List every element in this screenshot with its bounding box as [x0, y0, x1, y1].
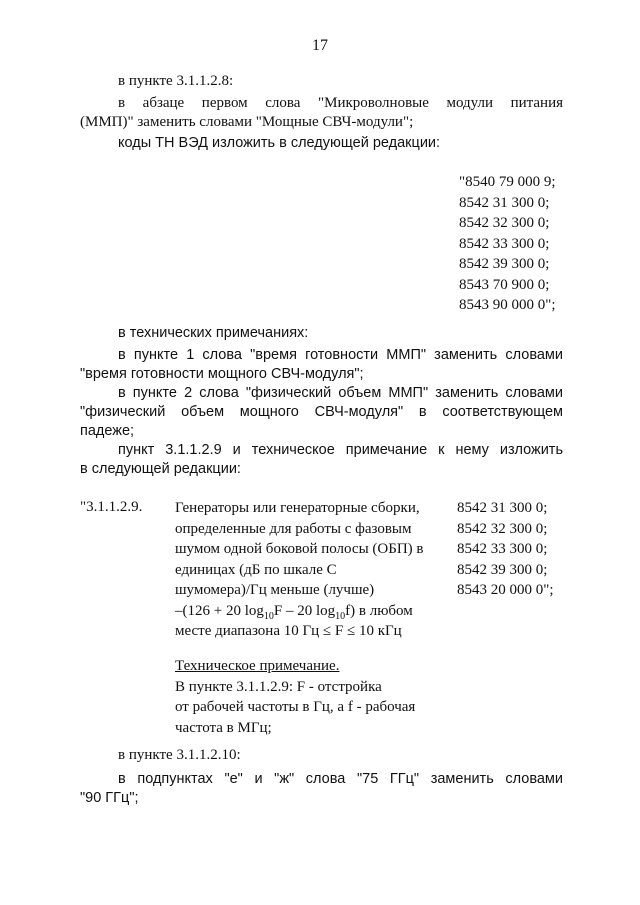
paragraph-replace-words	[80, 94, 563, 132]
note-line: В пункте 3.1.1.2.9: F - отстройка	[175, 678, 382, 695]
range-line: месте диапазона 10 Гц ≤ F ≤ 10 кГц	[175, 623, 402, 639]
paragraph-replace-item	[80, 441, 563, 479]
item-number: "3.1.1.2.9.	[80, 499, 143, 515]
text-line: "90 ГГц";	[80, 790, 139, 806]
text-line: в пункте 1 слова "время готовности ММП" заменить словами	[118, 347, 563, 363]
text-line: в абзаце первом слова "Микроволновые модули питания	[118, 95, 563, 111]
item-code-list	[457, 498, 554, 601]
paragraph-note-2	[80, 384, 563, 441]
code-item: 8542 33 300 0;	[457, 541, 548, 557]
text-line: пункт 3.1.1.2.9 и техническое примечание к нему изложить	[118, 442, 563, 458]
code-item: 8542 33 300 0;	[459, 235, 550, 252]
code-item: 8542 32 300 0;	[459, 215, 550, 231]
paragraph-heading-3-1-1-2-8: в пункте 3.1.1.2.8:	[118, 73, 234, 89]
formula-middle: F – 20 log	[273, 602, 336, 619]
code-item: 8542 32 300 0;	[457, 520, 548, 537]
formula-line	[175, 601, 424, 622]
note-line: частота в МГц;	[175, 719, 272, 736]
code-item: 8543 20 000 0";	[457, 582, 554, 598]
note-title: Техническое примечание.	[175, 658, 340, 674]
text-line: "время готовности мощного СВЧ-модуля";	[80, 366, 364, 382]
formula-subscript: 10	[335, 610, 346, 622]
text-line: падеже;	[80, 423, 135, 439]
item-line: шумом одной боковой полосы (ОБП) в	[175, 541, 424, 557]
text-line: в следующей редакции:	[80, 461, 241, 477]
formula-suffix: f) в любом	[345, 602, 413, 619]
note-line: от рабочей частоты в Гц, а f - рабочая	[175, 699, 416, 715]
code-item: 8542 31 300 0;	[457, 500, 548, 516]
item-line: определенные для работы с фазовым	[175, 520, 412, 537]
text-line: "физический объем мощного СВЧ-модуля" в соответствующем	[80, 404, 563, 420]
code-item: 8543 70 900 0;	[459, 276, 550, 293]
code-item: 8542 39 300 0;	[459, 256, 550, 272]
code-item: "8540 79 000 9;	[459, 174, 556, 190]
code-item: 8542 39 300 0;	[457, 561, 548, 578]
item-line: единицах (дБ по шкале С	[175, 561, 337, 578]
paragraph-note-1	[80, 346, 563, 384]
code-list	[459, 172, 556, 316]
code-item: 8542 31 300 0;	[459, 194, 550, 211]
text-line: в пункте 2 слова "физический объем ММП" заменить словами	[118, 385, 563, 401]
formula-prefix: –(126 + 20 log	[175, 602, 264, 619]
item-description	[175, 498, 424, 642]
text-line: в подпунктах "е" и "ж" слова "75 ГГц" заменить словами	[118, 771, 563, 787]
item-line: Генераторы или генераторные сборки,	[175, 500, 420, 516]
text-line: (ММП)" заменить словами "Мощные СВЧ-модули";	[80, 114, 414, 130]
technical-note	[175, 656, 415, 738]
item-line: шумомера)/Гц меньше (лучше)	[175, 582, 375, 598]
code-item: 8543 90 000 0";	[459, 297, 556, 313]
paragraph-heading-3-1-1-2-10: в пункте 3.1.1.2.10:	[118, 747, 241, 763]
paragraph-codes-intro: коды ТН ВЭД изложить в следующей редакции:	[118, 135, 441, 151]
formula-subscript: 10	[263, 610, 274, 622]
page-number: 17	[312, 37, 328, 54]
paragraph-heading-tech-notes: в технических примечаниях:	[118, 325, 309, 341]
paragraph-replace-frequency	[80, 770, 563, 808]
